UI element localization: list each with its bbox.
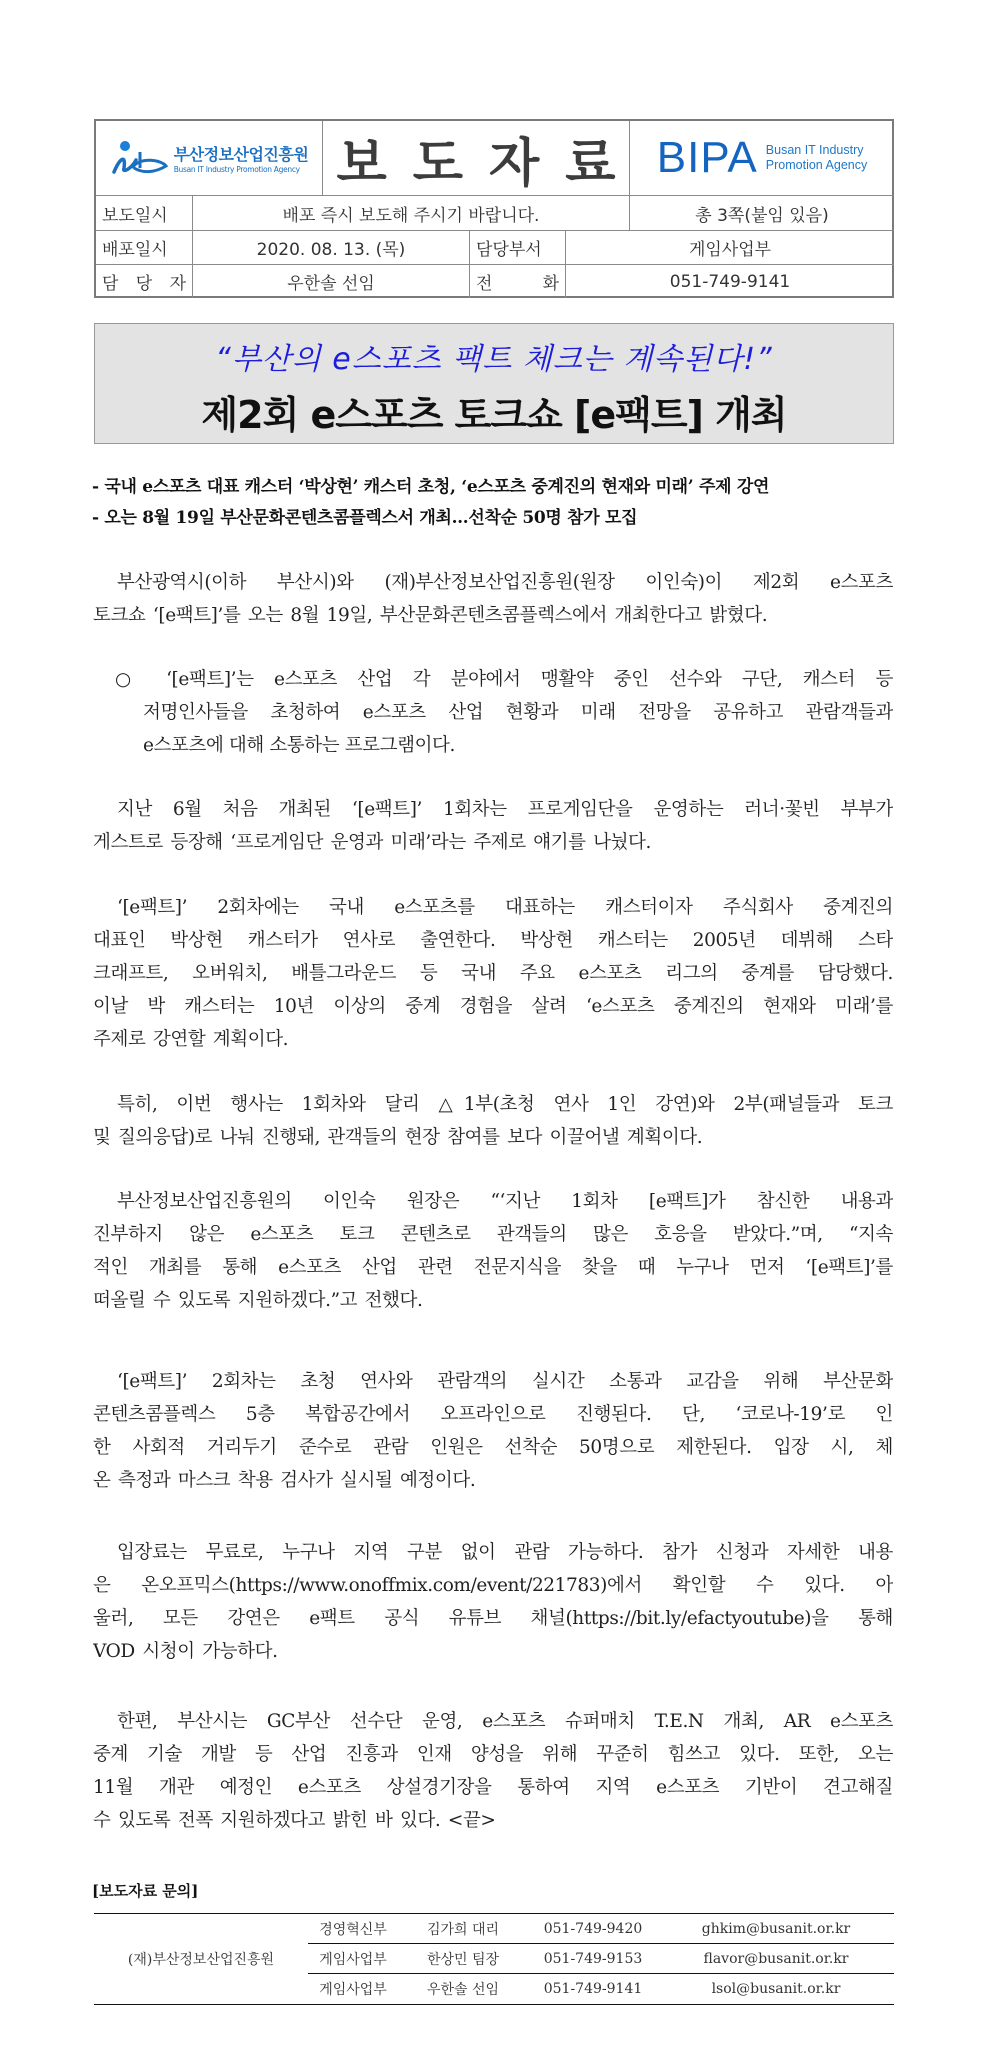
contact-dept: 경영혁신부: [319, 1921, 387, 1938]
subtitle-2: - 오는 8월 19일 부산문화콘텐츠콤플렉스서 개최…선착순 50명 참가 모집: [92, 508, 638, 528]
doc-type-title: 보도자료: [336, 133, 642, 194]
contact-name: 김가희 대리: [426, 1921, 500, 1938]
circle-bullet-icon: ○: [115, 669, 146, 690]
contact-dept: 게임사업부: [319, 1982, 387, 1998]
contact-row: [308, 1974, 894, 2004]
body-paragraph-7: 입장료는 무료로, 누구나 지역 구분 없이 관람 가능하다. 참가 신청과 자세한 내용 은 온오프믹스(https://www.onoffmix.com/event/221783)에서 확인할 수 있다. 아 울러, 모든 강연은 e팩트 공식 유튜브 채널(https://bit.ly/efactyoutube)을 통해 VOD 시청이 가능하다.: [93, 1542, 893, 1662]
bullet-paragraph: ○ ‘[e팩트]’는 e스포츠 산업 각 분야에서 맹활약 중인 선수와 구단, 캐스터 등 저명인사들을 초청하여 e스포츠 산업 현황과 미래 전망을 공유하고 관람객들과 e스포츠에 대해 소통하는 프로그램이다.: [115, 669, 893, 756]
body-paragraph-4: 특히, 이번 행사는 1회차와 달리 △1부(초청 연사 1인 강연)와 2부(패널들과 토크 및 질의응답)로 나눠 진행돼, 관객들의 현장 참여를 보다 이끌어낼 계획이다.: [93, 1094, 893, 1148]
contact-dept: 게임사업부: [319, 1951, 387, 1968]
contact-name: 한상민 팀장: [426, 1951, 500, 1968]
org-logo-english: Busan IT Industry Promotion Agency: [173, 165, 300, 174]
bipa-logo-sub1: Busan IT Industry: [765, 143, 864, 157]
press-inquiry-table: [94, 1913, 894, 2005]
headline-quote: “부산의 e스포츠 팩트 체크는 계속된다!”: [215, 342, 773, 377]
contact-person-value: 우한솔 선임: [193, 265, 470, 298]
contact-name: 우한솔 선임: [426, 1982, 500, 1998]
body-paragraph-2: 지난 6월 처음 개최된 ‘[e팩트]’ 1회차는 프로게임단을 운영하는 러너·꽃빈 부부가 게스트로 등장해 ‘프로게임단 운영과 미래’라는 주제로 얘기를 나눴다.: [93, 799, 893, 853]
bipa-logo-sub2: Promotion Agency: [765, 158, 868, 172]
subtitle-1: - 국내 e스포츠 대표 캐스터 ‘박상현’ 캐스터 초청, ‘e스포츠 중계진의 현재와 미래’ 주제 강연: [92, 477, 770, 497]
contact-phone: 051-749-9141: [543, 1981, 643, 1997]
contact-person-label: 담 당 자: [96, 265, 193, 298]
department-value: 게임사업부: [566, 231, 894, 265]
headline-box: [94, 323, 894, 444]
phone-value: 051-749-9141: [669, 271, 791, 292]
headline-main: 제2회 e스포츠 토크쇼 [e팩트] 개최: [201, 393, 787, 437]
bipa-logo: [657, 133, 867, 183]
bipa-org-logo: [110, 138, 309, 178]
contact-phone: 051-749-9420: [543, 1920, 643, 1937]
it-logo-icon: [110, 138, 168, 178]
press-release-header-table: [94, 119, 894, 298]
contact-row: [308, 1914, 894, 1944]
contact-phone: 051-749-9153: [543, 1950, 643, 1967]
press-inquiry-heading: [보도자료 문의]: [92, 1882, 199, 1900]
body-paragraph-8: 한편, 부산시는 GC부산 선수단 운영, e스포츠 슈퍼매치 T.E.N 개최, AR e스포츠 중계 기술 개발 등 산업 진흥과 인재 양성을 위해 꾸준히 힘쓰고 있다. 또한, 오는 11월 개관 예정인 e스포츠 상설경기장을 통하여 지역 e스포츠 기반이 견고해질 수 있도록 전폭 지원하겠다고 밝힌 바 있다. <끝>: [93, 1711, 893, 1831]
doc-type-cell: [323, 121, 642, 196]
distribution-date-label: 배포일시: [96, 231, 193, 265]
bipa-logo-text: BIPA: [656, 133, 758, 182]
contact-org: (재)부산정보산업진흥원: [127, 1952, 275, 1968]
body-paragraph-6: ‘[e팩트]’ 2회차는 초청 연사와 관람객의 실시간 소통과 교감을 위해 부산문화 콘텐츠콤플렉스 5층 복합공간에서 오프라인으로 진행된다. 단, ‘코로나-19’로 인 한 사회적 거리두기 준수로 관람 인원은 선착순 50명으로 제한된다. 입장 시, 체 온 측정과 마스크 착용 검사가 실시될 예정이다.: [93, 1371, 893, 1491]
org-logo-korean: 부산정보산업진흥원: [173, 145, 309, 164]
release-date-label: 보도일시: [96, 196, 193, 231]
distribution-date-value: 2020. 08. 13. (목): [193, 231, 470, 265]
body-paragraph-1: 부산광역시(이하 부산시)와 (재)부산정보산업진흥원(원장 이인숙)이 제2회 e스포츠 토크쇼 ‘[e팩트]’를 오는 8월 19일, 부산문화콘텐츠콤플렉스에서 개최한다고 밝혔다.: [93, 572, 893, 626]
contact-email[interactable]: lsol@busanit.or.kr: [711, 1981, 841, 1997]
org-logo-cell: [96, 121, 323, 196]
release-date-value: 배포 즉시 보도해 주시기 바랍니다.: [193, 196, 630, 231]
contact-email[interactable]: flavor@busanit.or.kr: [703, 1950, 849, 1967]
department-label: 담당부서: [470, 231, 566, 265]
contact-email[interactable]: ghkim@busanit.or.kr: [701, 1920, 851, 1937]
bipa-logo-cell: [630, 121, 894, 196]
page-count-value: 총 3쪽(붙임 있음): [630, 196, 894, 231]
body-paragraph-3: ‘[e팩트]’ 2회차에는 국내 e스포츠를 대표하는 캐스터이자 주식회사 중계진의 대표인 박상현 캐스터가 연사로 출연한다. 박상현 캐스터는 2005년 데뷔해 스타 크래프트, 오버워치, 배틀그라운드 등 국내 주요 e스포츠 리그의 중계를 담당했다. 이날 박 캐스터는 10년 이상의 중계 경험을 살려 ‘e스포츠 중계진의 현재와 미래’를 주제로 강연할 계획이다.: [93, 897, 893, 1050]
contact-row: [308, 1944, 894, 1974]
phone-label: 전 화: [470, 265, 566, 298]
body-paragraph-5: 부산정보산업진흥원의 이인숙 원장은 “‘지난 1회차 [e팩트]가 참신한 내용과 진부하지 않은 e스포츠 토크 콘텐츠로 관객들의 많은 호응을 받았다.”며, “지속 적인 개최를 통해 e스포츠 산업 관련 전문지식을 찾을 때 누구나 먼저 ‘[e팩트]’를 떠올릴 수 있도록 지원하겠다.”고 전했다.: [93, 1191, 893, 1311]
